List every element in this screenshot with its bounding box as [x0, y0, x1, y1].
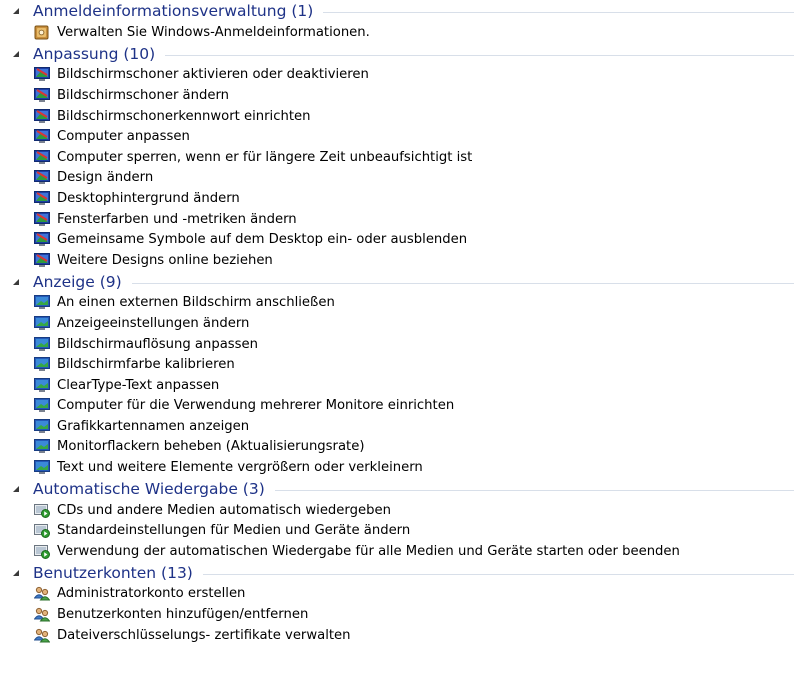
task-link[interactable] — [0, 396, 794, 417]
task-link[interactable] — [0, 106, 794, 127]
personalization-icon — [34, 88, 50, 103]
collapse-triangle-icon[interactable] — [13, 279, 19, 285]
group-title[interactable]: Anpassung (10) — [33, 45, 165, 63]
task-group — [0, 271, 794, 478]
display-icon — [34, 378, 50, 393]
group-divider — [40, 283, 794, 284]
task-list — [0, 293, 794, 478]
task-link-label[interactable]: Fensterfarben und -metriken ändern — [57, 211, 297, 227]
collapse-triangle-icon[interactable] — [13, 570, 19, 576]
group-header[interactable] — [0, 0, 794, 22]
task-link-label[interactable]: CDs und andere Medien automatisch wiedergeben — [57, 502, 391, 518]
display-icon — [34, 439, 50, 454]
personalization-icon — [34, 232, 50, 247]
task-link-label[interactable]: Bildschirmauflösung anpassen — [57, 336, 258, 352]
users-icon — [34, 586, 50, 601]
task-link-label[interactable]: Computer für die Verwendung mehrerer Monitore einrichten — [57, 398, 455, 414]
vault-icon — [34, 25, 50, 40]
group-header[interactable] — [0, 271, 794, 293]
task-link[interactable] — [0, 437, 794, 458]
personalization-icon — [34, 170, 50, 185]
task-link-label[interactable]: Desktophintergrund ändern — [57, 190, 240, 206]
task-link[interactable] — [0, 250, 794, 271]
task-link[interactable] — [0, 584, 794, 605]
personalization-icon — [34, 129, 50, 144]
collapse-triangle-icon[interactable] — [13, 486, 19, 492]
task-link-label[interactable]: Bildschirmschoner aktivieren oder deaktivieren — [57, 67, 369, 83]
personalization-icon — [34, 212, 50, 227]
autoplay-icon — [34, 523, 50, 538]
task-link-label[interactable]: Computer anpassen — [57, 129, 190, 145]
display-icon — [34, 460, 50, 475]
task-link[interactable] — [0, 313, 794, 334]
task-link-label[interactable]: Design ändern — [57, 170, 154, 186]
task-link[interactable] — [0, 375, 794, 396]
task-link[interactable] — [0, 293, 794, 314]
task-link-label[interactable]: ClearType-Text anpassen — [57, 377, 220, 393]
task-link-label[interactable]: Monitorflackern beheben (Aktualisierungsrate) — [57, 439, 365, 455]
task-list — [0, 22, 794, 43]
task-link-label[interactable]: Bildschirmfarbe kalibrieren — [57, 357, 235, 373]
task-link[interactable] — [0, 188, 794, 209]
group-header[interactable] — [0, 562, 794, 584]
task-link-label[interactable]: Administratorkonto erstellen — [57, 586, 246, 602]
display-icon — [34, 316, 50, 331]
personalization-icon — [34, 150, 50, 165]
personalization-icon — [34, 191, 50, 206]
group-title[interactable]: Automatische Wiedergabe (3) — [33, 480, 275, 498]
collapse-triangle-icon[interactable] — [13, 51, 19, 57]
display-icon — [34, 419, 50, 434]
group-header[interactable] — [0, 478, 794, 500]
task-link-label[interactable]: Verwendung der automatischen Wiedergabe für alle Medien und Geräte starten oder beenden — [57, 543, 680, 559]
task-link-label[interactable]: Standardeinstellungen für Medien und Geräte ändern — [57, 523, 411, 539]
task-list — [0, 65, 794, 271]
task-link-label[interactable]: Bildschirmschoner ändern — [57, 87, 230, 103]
task-link-label[interactable]: Verwalten Sie Windows-Anmeldeinformationen. — [57, 24, 370, 40]
personalization-icon — [34, 253, 50, 268]
task-link[interactable] — [0, 229, 794, 250]
group-title[interactable]: Benutzerkonten (13) — [33, 564, 203, 582]
display-icon — [34, 398, 50, 413]
task-link[interactable] — [0, 604, 794, 625]
display-icon — [34, 337, 50, 352]
task-link[interactable] — [0, 209, 794, 230]
display-icon — [34, 295, 50, 310]
task-link[interactable] — [0, 147, 794, 168]
task-link[interactable] — [0, 520, 794, 541]
task-link[interactable] — [0, 541, 794, 562]
task-link-label[interactable]: Weitere Designs online beziehen — [57, 252, 273, 268]
task-link-label[interactable]: Bildschirmschonerkennwort einrichten — [57, 108, 311, 124]
task-group — [0, 0, 794, 43]
collapse-triangle-icon[interactable] — [13, 8, 19, 14]
task-link[interactable] — [0, 168, 794, 189]
task-list — [0, 500, 794, 562]
task-link-label[interactable]: Dateiverschlüsselungs- zertifikate verwalten — [57, 627, 351, 643]
autoplay-icon — [34, 503, 50, 518]
group-title[interactable]: Anmeldeinformationsverwaltung (1) — [33, 2, 323, 20]
task-link[interactable] — [0, 354, 794, 375]
users-icon — [34, 607, 50, 622]
task-link-label[interactable]: An einen externen Bildschirm anschließen — [57, 295, 335, 311]
autoplay-icon — [34, 544, 50, 559]
task-group — [0, 43, 794, 271]
task-link[interactable] — [0, 500, 794, 521]
personalization-icon — [34, 109, 50, 124]
task-link[interactable] — [0, 416, 794, 437]
task-group — [0, 478, 794, 562]
task-link[interactable] — [0, 334, 794, 355]
task-link[interactable] — [0, 85, 794, 106]
task-link-label[interactable]: Benutzerkonten hinzufügen/entfernen — [57, 607, 309, 623]
task-list — [0, 584, 794, 646]
task-link[interactable] — [0, 65, 794, 86]
task-group — [0, 562, 794, 646]
task-link[interactable] — [0, 457, 794, 478]
task-link-label[interactable]: Anzeigeeinstellungen ändern — [57, 315, 250, 331]
group-header[interactable] — [0, 43, 794, 65]
task-link[interactable] — [0, 126, 794, 147]
task-link[interactable] — [0, 625, 794, 646]
users-icon — [34, 628, 50, 643]
display-icon — [34, 357, 50, 372]
task-link[interactable] — [0, 22, 794, 43]
group-title[interactable]: Anzeige (9) — [33, 273, 132, 291]
task-link-label[interactable]: Text und weitere Elemente vergrößern oder verkleinern — [57, 460, 423, 476]
personalization-icon — [34, 67, 50, 82]
task-link-label[interactable]: Grafikkartennamen anzeigen — [57, 418, 250, 434]
task-link-label[interactable]: Gemeinsame Symbole auf dem Desktop ein- oder ausblenden — [57, 232, 468, 248]
task-link-label[interactable]: Computer sperren, wenn er für längere Zeit unbeaufsichtigt ist — [57, 149, 473, 165]
